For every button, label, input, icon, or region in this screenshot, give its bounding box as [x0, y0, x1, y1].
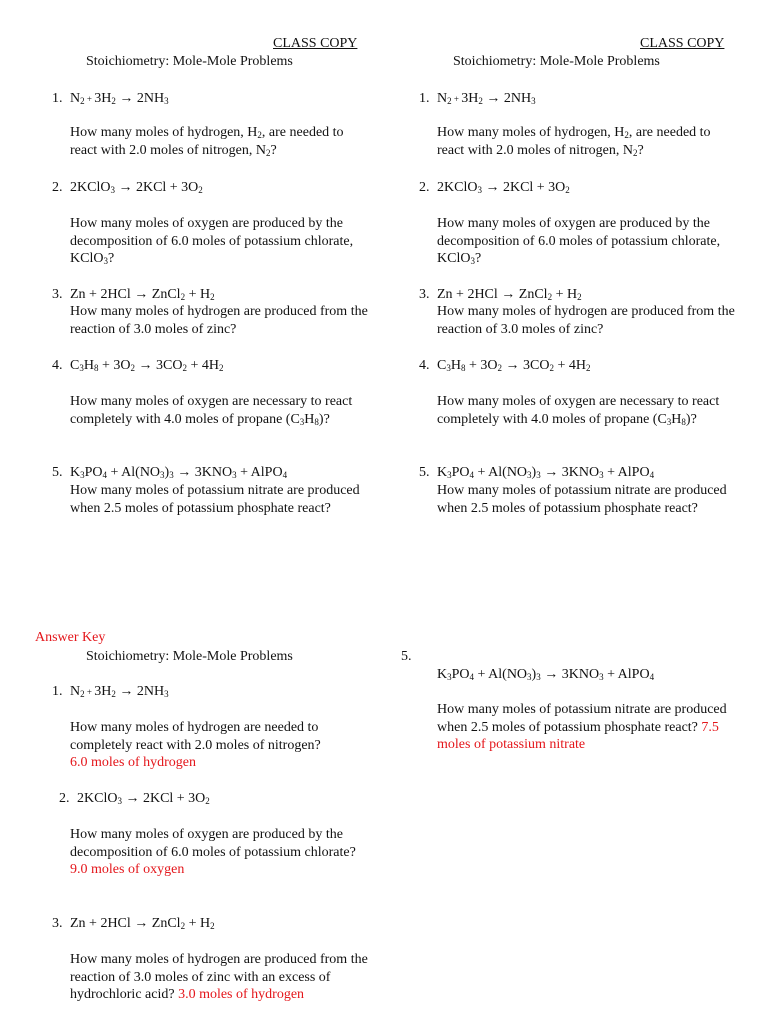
- equation-1: 1. $N_2 + 3H_2 \to 2NH_3$: [52, 684, 169, 699]
- class-copy-label: CLASS COPY: [640, 36, 725, 51]
- class-copy-label: CLASS COPY: [273, 36, 358, 51]
- answer-key-label: Answer Key: [35, 630, 106, 645]
- question-5-text: How many moles of potassium nitrate are produced when 2.5 moles of potassium phosphate react?: [70, 483, 360, 516]
- question-1-text: How many moles of hydrogen, $H_2$, are needed to react with 2.0 moles of nitrogen, $N_2$?: [437, 125, 711, 158]
- equation-2: 2. 2KClO$_3$ → $2KCl + 3O_2$: [52, 180, 203, 195]
- equation-3: 3. Zn + 2HCl → ZnCl$_2$ + $H_2$: [52, 916, 215, 931]
- worksheet-title: Stoichiometry: Mole-Mole Problems: [453, 54, 660, 69]
- equation-5: 5. $K_3PO_4 + Al(NO_3)_3 \to 3KNO_3$ + AlPO$_4$: [419, 465, 655, 480]
- answer-key-question-5: How many moles of potassium nitrate are produced when 2.5 moles of potassium phosphate react? 7.5 moles of potassium nitrate: [437, 702, 727, 752]
- answer-key-question-1: How many moles of hydrogen are needed to completely react with 2.0 moles of nitrogen? 6.0 moles of hydrogen: [70, 720, 321, 770]
- answer-5: 7.5 moles of potassium nitrate: [437, 719, 719, 752]
- answer-key-question-3: How many moles of hydrogen are produced from the reaction of 3.0 moles of zinc with an excess of hydrochloric acid? 3.0 moles of hydrogen: [70, 952, 368, 1002]
- equation-1: 1. $N_2 + 3H_2 \to 2NH_3$: [52, 91, 169, 106]
- answer-3: 3.0 moles of hydrogen: [178, 987, 305, 1002]
- equation-5: $K_3PO_4 + Al(NO_3)_3 \to 3KNO_3$ + AlPO$_4$: [437, 667, 655, 682]
- equation-3: 3. Zn + 2HCl → ZnCl$_2$ + $H_2$: [52, 287, 215, 302]
- equation-3: 3. Zn + 2HCl → ZnCl$_2$ + $H_2$: [419, 287, 582, 302]
- answer-2: 9.0 moles of oxygen: [70, 862, 185, 877]
- worksheet-title: Stoichiometry: Mole-Mole Problems: [86, 649, 293, 664]
- question-5-text: How many moles of potassium nitrate are produced when 2.5 moles of potassium phosphate react?: [437, 483, 727, 516]
- equation-4: 4. $C_3H_8 + 3O_2 \to 3CO_2 + 4H_2$: [52, 358, 224, 373]
- worksheet-title: Stoichiometry: Mole-Mole Problems: [86, 54, 293, 69]
- equation-5: 5. $K_3PO_4 + Al(NO_3)_3 \to 3KNO_3$ + AlPO$_4$: [52, 465, 288, 480]
- answer-key-question-2: How many moles of oxygen are produced by the decomposition of 6.0 moles of potassium chlorate? 9.0 moles of oxygen: [70, 827, 356, 877]
- question-1-text: How many moles of hydrogen, $H_2$, are needed to react with 2.0 moles of nitrogen, $N_2$?: [70, 125, 344, 158]
- equation-2: 2. 2KClO$_3$ → $2KCl + 3O_2$: [419, 180, 570, 195]
- question-2-text: How many moles of oxygen are produced by the decomposition of 6.0 moles of potassium chlorate, KClO$_3$?: [437, 216, 721, 266]
- question-3-text: How many moles of hydrogen are produced from the reaction of 3.0 moles of zinc?: [437, 304, 735, 337]
- equation-1: 1. $N_2 + 3H_2 \to 2NH_3$: [419, 91, 536, 106]
- question-number-5: 5.: [401, 649, 412, 664]
- question-3-text: How many moles of hydrogen are produced from the reaction of 3.0 moles of zinc?: [70, 304, 368, 337]
- equation-4: 4. $C_3H_8 + 3O_2 \to 3CO_2 + 4H_2$: [419, 358, 591, 373]
- equation-2: 2. 2KClO$_3$ → $2KCl + 3O_2$: [59, 791, 210, 806]
- question-2-text: How many moles of oxygen are produced by the decomposition of 6.0 moles of potassium chlorate, KClO$_3$?: [70, 216, 354, 266]
- question-4-text: How many moles of oxygen are necessary to react completely with 4.0 moles of propane $(C_3H_8)$?: [437, 394, 720, 427]
- question-4-text: How many moles of oxygen are necessary to react completely with 4.0 moles of propane $(C_3H_8)$?: [70, 394, 353, 427]
- answer-1: 6.0 moles of hydrogen: [70, 755, 196, 770]
